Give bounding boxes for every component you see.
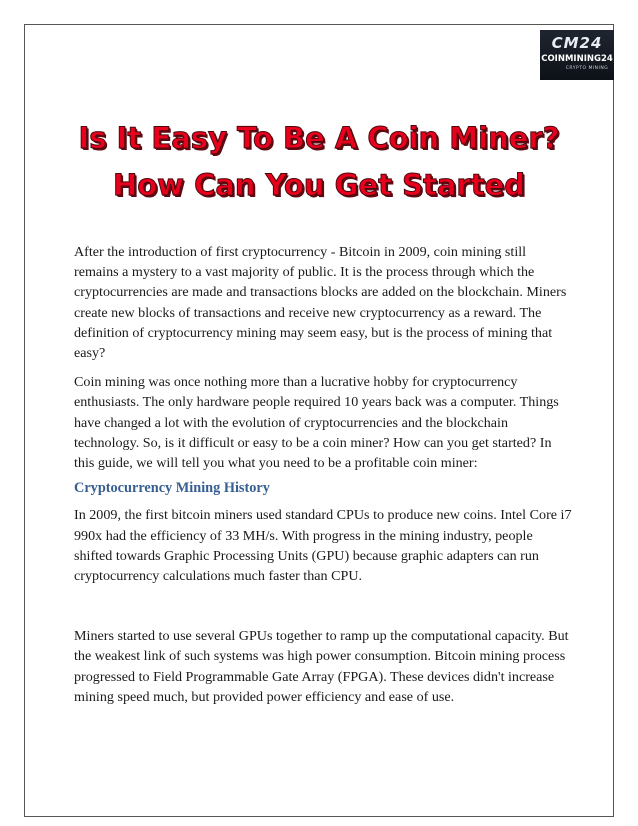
history-paragraph-2: Miners started to use several GPUs together to ramp up the computational capacity. But the weakest link of such systems was high power consumption. Bitcoin mining process progressed to Field Programmable Gate Array (FPGA). These devices didn't increase mining speed much, but provided power efficiency and ease of use. — [74, 628, 569, 705]
title-line-1: Is It Easy To Be A Coin Miner? — [78, 121, 560, 155]
logo-tagline: CRYPTO MINING — [565, 66, 609, 71]
title-line-2: How Can You Get Started — [112, 168, 526, 202]
history-paragraph-1: In 2009, the first bitcoin miners used standard CPUs to produce new coins. Intel Core i7 990x had the efficiency of 33 MH/s. With progress in the mining industry, people shifted towards Graphic Processing Units (GPU) because graphic adapters can run cryptocurrency calculations much faster than CPU. — [74, 507, 572, 585]
intro-paragraph-1: After the introduction of first cryptocurrency - Bitcoin in 2009, coin mining still remains a mystery to a vast majority of public. It is the process through which the cryptocurrencies are made and transactions blocks are added on the blockchain. Miners create new blocks of transactions and receive new cryptocurrency as a reward. The definition of cryptocurrency mining may seem easy, but is the process of mining that easy? — [74, 244, 567, 362]
coinmining24-logo — [540, 30, 614, 80]
logo-name: COINMINING24 — [541, 54, 613, 64]
logo-mark: CM24 — [551, 34, 603, 52]
article-body — [74, 242, 574, 707]
section-heading: Cryptocurrency Mining History — [74, 480, 270, 497]
intro-paragraph-2: Coin mining was once nothing more than a lucrative hobby for cryptocurrency enthusiasts. The only hardware people required 10 years back was a computer. Things have changed a lot with the evolution of cryptocurrencies and the blockchain technology. So, is it difficult or easy to be a coin miner? How can you get started? In this guide, we will tell you what you need to be a profitable coin miner: — [74, 374, 559, 472]
